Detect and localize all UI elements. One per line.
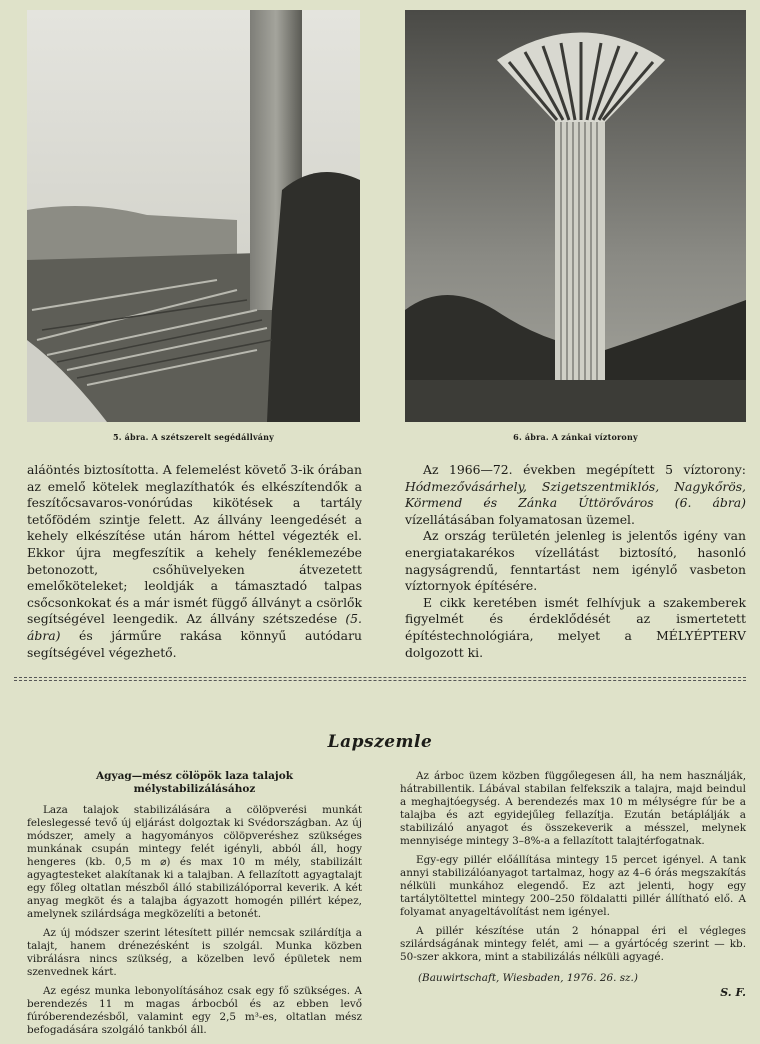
demand-paragraph: Az ország területén jelenleg is jelentős igény van energiatakarékos vízellátást biztosító, hasonló nagyságrendű, fenntartást nem igénylő vasbeton víztornyok építésére.	[405, 528, 746, 594]
article-title-line-2: mélystabilizálásához	[133, 783, 256, 795]
water-towers-paragraph	[405, 462, 746, 528]
article-paragraph: Az árboc üzem közben függőlegesen áll, ha nem használják, hátrabillentik. Lábával stabilan felfekszik a talajra, majd beindul a meghajtóegység. A berendezés max 10 m mélységre fúr be a talajba és azt egyidejűleg fellazítja. Ezután betáplálják a stabilizáló anyagot és összekeverik a mésszel, melynek mennyisége mintegy 3–8%-a a fellazított talajtérfogatnak.	[400, 770, 746, 847]
top-left-paragraph	[27, 462, 362, 661]
figure-5-reference: (5. ábra)	[27, 611, 362, 643]
article-title	[27, 770, 362, 796]
article-source: (Bauwirtschaft, Wiesbaden, 1976. 26. sz.)	[418, 972, 638, 984]
water-towers-lead: Az 1966—72. években megépített 5 víztorony:	[423, 462, 746, 477]
top-left-text: aláöntés biztosította. A felemelést követő 3-ik órában az emelő kötelek meglazíthatók és elkészítendők a feszítőcsavaros-vonórúdas kikötések a tartály tetőfödém szintje felett. Az állvány leengedését a kehely elkészítése után három héttel végezték el. Ekkor újra megfeszítik a kehely fenéklemezébe betonozott, csőhüvelyeken átvezetett emelőköteleket; leoldják a támasztadó talpas csőcsonkokat és a már ismét függő állványt a csörlők segítségével leengedik. Az állvány szétszedése	[27, 462, 362, 627]
article-paragraph: A pillér készítése után 2 hónappal éri el végleges szilárdságának mintegy felét, ami — a gyártócég szerint — kb. 50-szer akkora, mint a stabilizálás nélküli agyagé.	[400, 925, 746, 963]
water-towers-tail: vízellátásában folyamatosan üzemel.	[405, 511, 635, 527]
photo-dismantled-scaffold	[27, 10, 360, 422]
closing-paragraph: E cikk keretében ismét felhívjuk a szakemberek figyelmét és érdeklődését az ismertetett építéstechnológiára, melyet a MÉLYÉPTERV dolgozott ki.	[405, 594, 746, 660]
top-right-column	[405, 462, 746, 661]
photo-water-tower	[405, 10, 746, 422]
top-left-column	[27, 462, 362, 661]
section-divider-2	[14, 680, 746, 681]
article-paragraph: Laza talajok stabilizálására a cölöpverési munkát feleslegessé tevő új eljárást dolgoztak ki Svédországban. Az új módszer, amely a hagyományos cölöpveréshez szükséges munkának csupán mintegy felét igényli, abból áll, hogy hengeres (kb. 0,5 m ⌀) és max 10 m mély, stabilizált agyagtesteket alakítanak ki a talajban. A fellazított agyagtalajt egy főleg oltatlan mészből álló stabilizálóporral keverik. A két anyag megköt és a talajba ágyazott homogén pillért képez, amelynek szilárdsága megközelíti a betonét.	[27, 804, 362, 920]
section-title: Lapszemle	[327, 732, 433, 752]
article-paragraph: Egy-egy pillér előállítása mintegy 15 percet igényel. A tank annyi stabilizálóanyagot tartalmaz, hogy az 4–6 órás megszakítás nélküli munkához elegendő. Ez azt jelenti, hogy egy tartálytöltettel mintegy 200–250 földalatti pillér állítható elő. A folyamat anyageltávolítást nem igényel.	[400, 854, 746, 918]
review-right-column	[400, 770, 746, 999]
review-left-column	[27, 770, 362, 1037]
section-divider	[14, 677, 746, 678]
article-paragraph: Az egész munka lebonyolításához csak egy fő szükséges. A berendezés 11 m magas árbocból és az ebben levő fúróberendezésből, valamint egy 2,5 m³-es, oltatlan mész befogadására szolgáló tankból áll.	[27, 985, 362, 1036]
article-paragraph: Az új módszer szerint létesített pillér nemcsak szilárdítja a talajt, hanem drénezésként is szolgál. Munka közben vibrálásra nincs szükség, a közelben levő épületek nem szenvednek kárt.	[27, 927, 362, 978]
water-towers-towns: Hódmezővásárhely, Szigetszentmiklós, Nagykőrös, Körmend és Zánka Úttörőváros (6. ábra)	[405, 478, 746, 511]
article-signature: S. F.	[720, 986, 746, 999]
water-tower-illustration	[405, 10, 746, 422]
scaffold-photo-illustration	[27, 10, 360, 422]
figure-6-caption: 6. ábra. A zánkai víztorony	[513, 432, 638, 442]
top-left-text-tail: és járműre rakása könnyű autódaru segítségével végezhető.	[27, 627, 362, 660]
figure-5-caption: 5. ábra. A szétszerelt segédállvány	[112, 432, 275, 442]
article-title-line-1: Agyag—mész cölöpök laza talajok	[96, 770, 293, 782]
